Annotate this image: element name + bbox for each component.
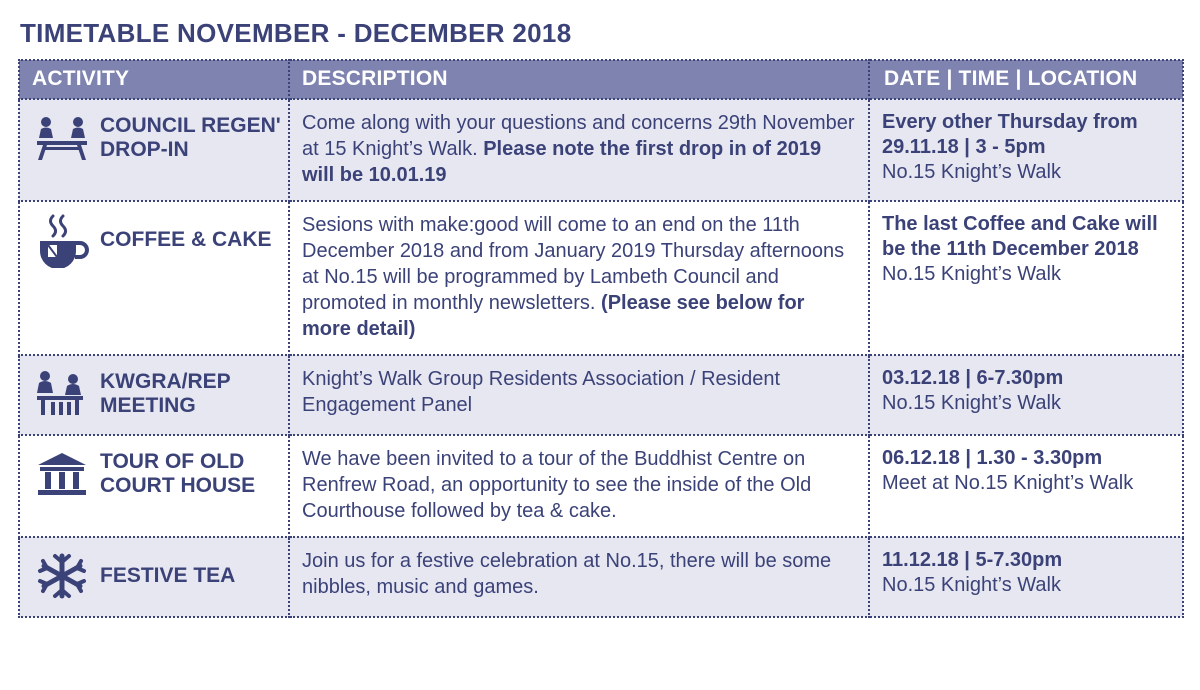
meeting-table-icon bbox=[28, 114, 96, 162]
activity-label: FESTIVE TEA bbox=[100, 564, 236, 588]
activity-cell bbox=[19, 99, 289, 201]
description-text: Sesions with make:good will come to an end on the 11th December 2018 and from January 2019 Thursday afternoons at No.15 will be programmed by Lambeth Council and promoted in monthly newsletters. bbox=[302, 214, 845, 314]
activity-label: KWGRA/REP MEETING bbox=[100, 370, 231, 417]
timetable-table bbox=[18, 59, 1184, 618]
coffee-cup-icon bbox=[28, 212, 96, 268]
table-row bbox=[19, 201, 1183, 355]
description-cell bbox=[289, 201, 869, 355]
description-cell bbox=[289, 99, 869, 201]
description-emphasis: Please note the first drop in of 2019 will be 10.01.19 bbox=[302, 138, 822, 186]
location: No.15 Knight’s Walk bbox=[882, 263, 1061, 285]
date-cell bbox=[869, 99, 1183, 201]
activity-cell bbox=[19, 435, 289, 537]
location: No.15 Knight’s Walk bbox=[882, 392, 1061, 414]
description-text: Come along with your questions and concerns 29th November at 15 Knight’s Walk. bbox=[302, 112, 855, 160]
table-header bbox=[19, 60, 1183, 99]
location: No.15 Knight’s Walk bbox=[882, 574, 1061, 596]
description-cell bbox=[289, 355, 869, 435]
date-time: The last Coffee and Cake will be the 11th December 2018 bbox=[882, 213, 1158, 260]
activity-label: TOUR OF OLD COURT HOUSE bbox=[100, 450, 256, 497]
column-header-date: DATE | TIME | LOCATION bbox=[869, 60, 1183, 99]
table-row bbox=[19, 435, 1183, 537]
date-time: 06.12.18 | 1.30 - 3.30pm bbox=[882, 447, 1103, 469]
table-row bbox=[19, 355, 1183, 435]
description-text: Knight’s Walk Group Residents Association / Resident Engagement Panel bbox=[302, 368, 781, 416]
description-cell bbox=[289, 435, 869, 537]
table-row bbox=[19, 99, 1183, 201]
description-emphasis: (Please see below for more detail) bbox=[302, 292, 805, 340]
description-cell bbox=[289, 537, 869, 617]
activity-cell bbox=[19, 201, 289, 355]
activity-label: COFFEE & CAKE bbox=[100, 228, 272, 252]
snowflake-icon bbox=[28, 552, 96, 600]
date-cell bbox=[869, 355, 1183, 435]
activity-label: COUNCIL REGEN' DROP-IN bbox=[100, 114, 281, 161]
date-cell bbox=[869, 201, 1183, 355]
activity-cell bbox=[19, 537, 289, 617]
location: Meet at No.15 Knight’s Walk bbox=[882, 472, 1134, 494]
table-body bbox=[19, 99, 1183, 617]
date-time: 03.12.18 | 6-7.30pm bbox=[882, 367, 1064, 389]
courthouse-icon bbox=[28, 450, 96, 498]
location: No.15 Knight’s Walk bbox=[882, 161, 1061, 183]
page-title: TIMETABLE NOVEMBER - DECEMBER 2018 bbox=[20, 18, 572, 48]
people-meeting-icon bbox=[28, 369, 96, 419]
description-text: Join us for a festive celebration at No.15, there will be some nibbles, music and games. bbox=[302, 550, 832, 598]
activity-cell bbox=[19, 355, 289, 435]
table-row bbox=[19, 537, 1183, 617]
date-time: Every other Thursday from 29.11.18 | 3 - 5pm bbox=[882, 111, 1138, 158]
date-cell bbox=[869, 537, 1183, 617]
description-text: We have been invited to a tour of the Buddhist Centre on Renfrew Road, an opportunity to see the inside of the Old Courthouse followed by tea & cake. bbox=[302, 448, 812, 522]
column-header-activity: ACTIVITY bbox=[19, 60, 289, 99]
column-header-description: DESCRIPTION bbox=[289, 60, 869, 99]
date-time: 11.12.18 | 5-7.30pm bbox=[882, 549, 1063, 571]
date-cell bbox=[869, 435, 1183, 537]
